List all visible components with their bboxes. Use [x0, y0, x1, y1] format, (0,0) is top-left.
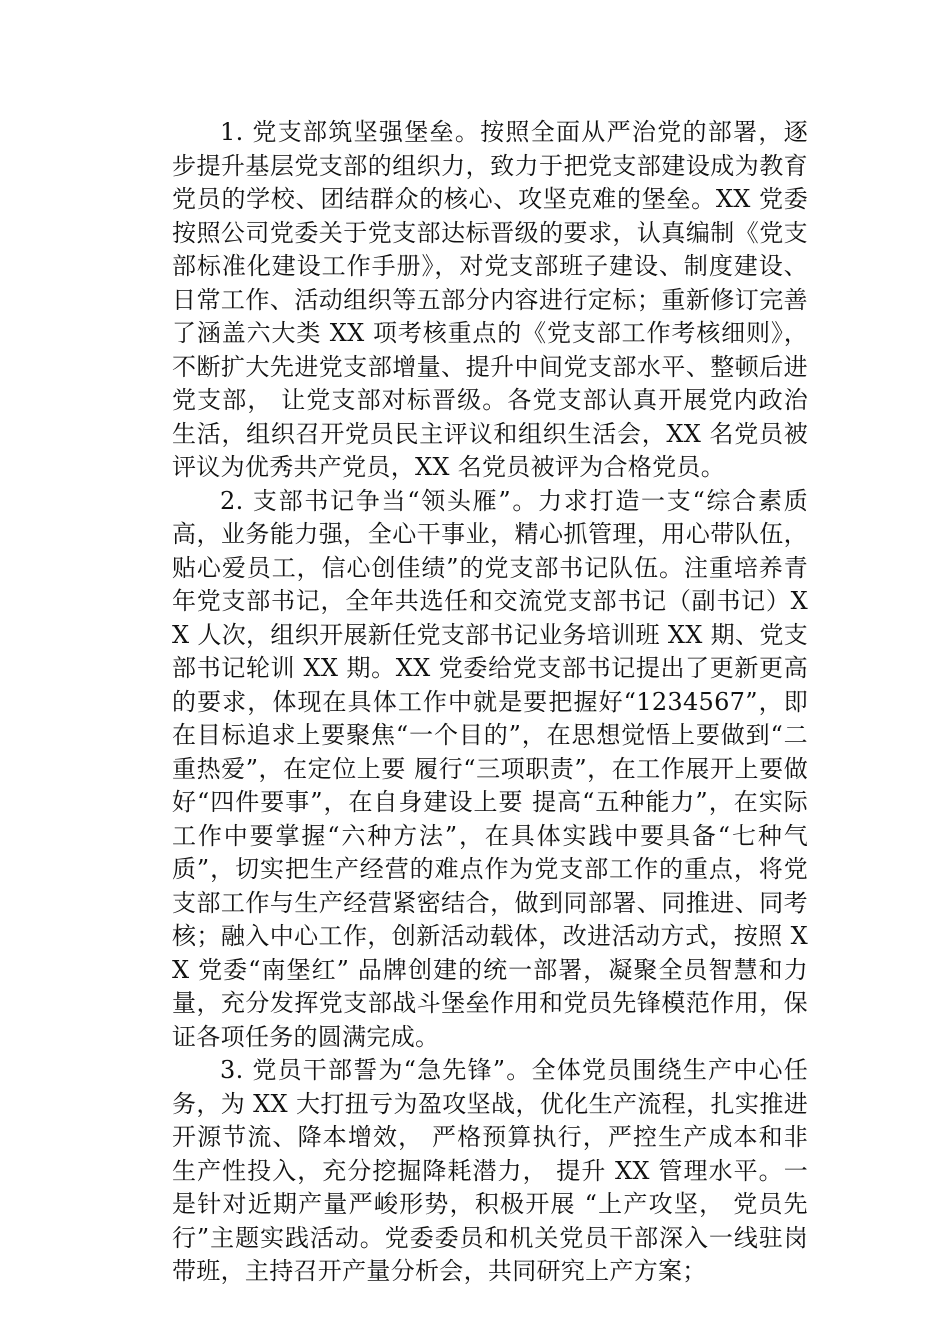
paragraph-2: 2. 支部书记争当“领头雁”。力求打造一支“综合素质高，业务能力强，全心干事业，精心抓管理，用心带队伍，贴心爱员工，信心创佳绩”的党支部书记队伍。注重培养青年党支部书记，全年共选任和交流党支部书记（副书记）XX 人次，组织开展新任党支部书记业务培训班 XX 期、党支部书记轮训 XX 期。XX 党委给党支部书记提出了更新更高的要求，体现在具体工作中就是要把握好“1234567”，即在目标追求上要聚焦“一个目的”，在思想觉悟上要做到“二重热爱”，在定位上要 履行“三项职责”，在工作展开上要做好“四件要事”，在自身建设上要 提高“五种能力”，在实际工作中要掌握“六种方法”，在具体实践中要具备“七种气质”，切实把生产经营的难点作为党支部工作的重点，将党支部工作与生产经营紧密结合，做到同部署、同推进、同考核；融入中心工作，创新活动载体，改进活动方式，按照 XX 党委“南堡红” 品牌创建的统一部署，凝聚全员智慧和力量，充分发挥党支部战斗堡垒作用和党员先锋模范作用，保证各项任务的圆满完成。: [172, 486, 808, 1051]
document-body: [172, 116, 808, 1289]
paragraph-1: 1. 党支部筑坚强堡垒。按照全面从严治党的部署，逐步提升基层党支部的组织力，致力于把党支部建设成为教育党员的学校、团结群众的核心、攻坚克难的堡垒。XX 党委按照公司党委关于党支部达标晋级的要求，认真编制《党支部标准化建设工作手册》，对党支部班子建设、制度建设、日常工作、活动组织等五部分内容进行定标；重新修订完善了涵盖六大类 XX 项考核重点的《党支部工作考核细则》， 不断扩大先进党支部增量、提升中间党支部水平、整顿后进党支部， 让党支部对标晋级。各党支部认真开展党内政治生活，组织召开党员民主评议和组织生活会，XX 名党员被评议为优秀共产党员，XX 名党员被评为合格党员。: [172, 118, 808, 481]
paragraph-3: 3. 党员干部誓为“急先锋”。全体党员围绕生产中心任务，为 XX 大打扭亏为盈攻坚战，优化生产流程，扎实推进开源节流、降本增效， 严格预算执行，严控生产成本和非生产性投入，充分挖掘降耗潜力， 提升 XX 管理水平。一是针对近期产量严峻形势，积极开展 “上产攻坚， 党员先行”主题实践活动。党委委员和机关党员干部深入一线驻岗带班，主持召开产量分析会，共同研究上产方案；: [172, 1056, 808, 1285]
